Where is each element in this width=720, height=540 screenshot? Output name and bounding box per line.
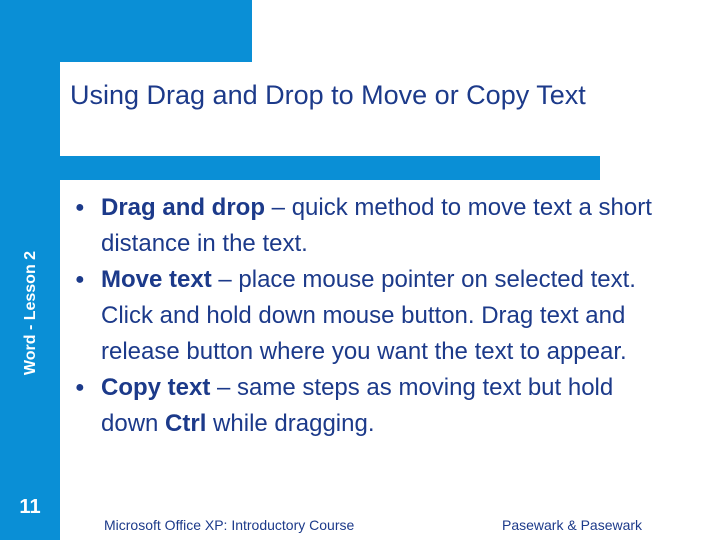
- bullet-text: – quick method to move text a short distance in the text.: [101, 194, 652, 257]
- bullet-icon: ●: [75, 379, 85, 396]
- footer-course: Microsoft Office XP: Introductory Course: [104, 517, 355, 533]
- slide-title: Using Drag and Drop to Move or Copy Text: [70, 80, 586, 110]
- bullet-term: Move text: [101, 266, 212, 293]
- bullet-text: – place mouse pointer on selected text. Click and hold down mouse button. Drag text and release button where you want the text to appear.: [101, 266, 636, 365]
- title-rule: [0, 156, 600, 180]
- bullet-text: – same steps as moving text but hold down: [101, 374, 614, 437]
- slide-number: 11: [19, 496, 41, 518]
- bullet-icon: ●: [75, 271, 85, 288]
- lesson-label: Word - Lesson 2: [22, 250, 39, 376]
- bullet-list: [75, 190, 675, 442]
- bullet-key: Ctrl: [165, 410, 207, 437]
- bullet-item: [75, 370, 675, 442]
- bullet-text-after: while dragging.: [206, 410, 375, 437]
- bullet-term: Drag and drop: [101, 194, 266, 221]
- bullet-term: Copy text: [101, 374, 211, 401]
- bullet-item: [75, 190, 675, 262]
- bullet-icon: ●: [75, 199, 85, 216]
- footer-publisher: Pasewark & Pasewark: [502, 517, 643, 533]
- bullet-item: [75, 262, 675, 370]
